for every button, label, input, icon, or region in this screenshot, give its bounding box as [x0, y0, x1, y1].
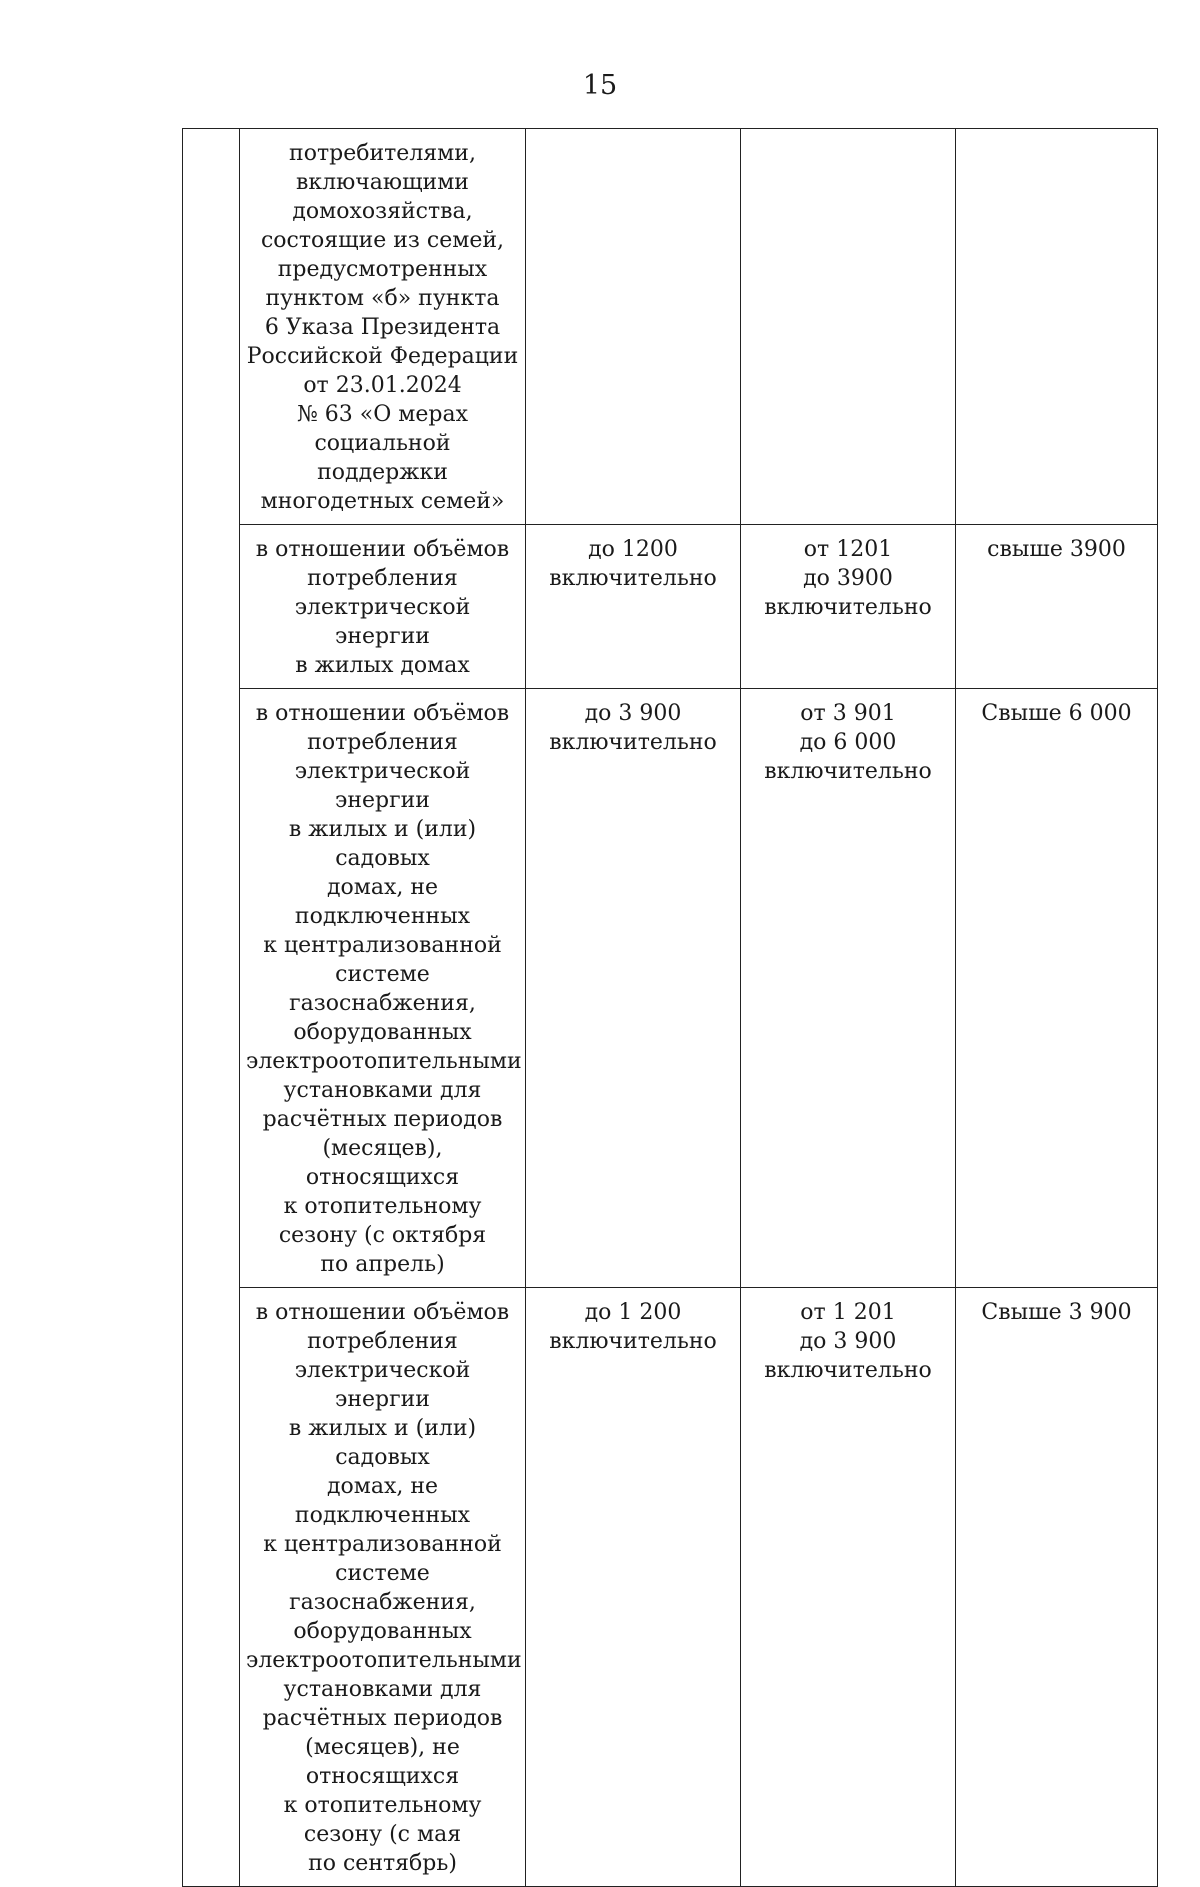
range-3-cell: Свыше 6 000: [956, 689, 1158, 1288]
range-2-cell: от 1 201 до 3 900 включительно: [741, 1288, 956, 1887]
range-1-cell: до 1 200 включительно: [526, 1288, 741, 1887]
description-cell: в отношении объёмов потребления электрической энергии в жилых домах: [240, 525, 526, 689]
description-cell: потребителями, включающими домохозяйства, состоящие из семей, предусмотренных пунктом «б» пункта 6 Указа Президента Российской Федерации от 23.01.2024 № 63 «О мерах социальной поддержки многодетных семей»: [240, 129, 526, 525]
table-row: [183, 689, 1158, 1288]
row-number-cell: [183, 129, 240, 1887]
table-row: [183, 1288, 1158, 1887]
range-2-cell: от 1201 до 3900 включительно: [741, 525, 956, 689]
range-3-cell: свыше 3900: [956, 525, 1158, 689]
description-cell: в отношении объёмов потребления электрической энергии в жилых и (или) садовых домах, не подключенных к централизованной системе газоснабжения, оборудованных электроотопительными установками для расчётных периодов (месяцев), не относящихся к отопительному сезону (с мая по сентябрь): [240, 1288, 526, 1887]
range-2-cell: от 3 901 до 6 000 включительно: [741, 689, 956, 1288]
range-1-cell: [526, 129, 741, 525]
description-cell: в отношении объёмов потребления электрической энергии в жилых и (или) садовых домах, не подключенных к централизованной системе газоснабжения, оборудованных электроотопительными установками для расчётных периодов (месяцев), относящихся к отопительному сезону (с октября по апрель): [240, 689, 526, 1288]
range-3-cell: Свыше 3 900: [956, 1288, 1158, 1887]
range-2-cell: [741, 129, 956, 525]
range-1-cell: до 3 900 включительно: [526, 689, 741, 1288]
range-1-cell: до 1200 включительно: [526, 525, 741, 689]
tariff-volume-table: [182, 128, 1158, 1887]
range-3-cell: [956, 129, 1158, 525]
table-row: [183, 525, 1158, 689]
table-row: [183, 129, 1158, 525]
page-number: 15: [582, 70, 618, 101]
